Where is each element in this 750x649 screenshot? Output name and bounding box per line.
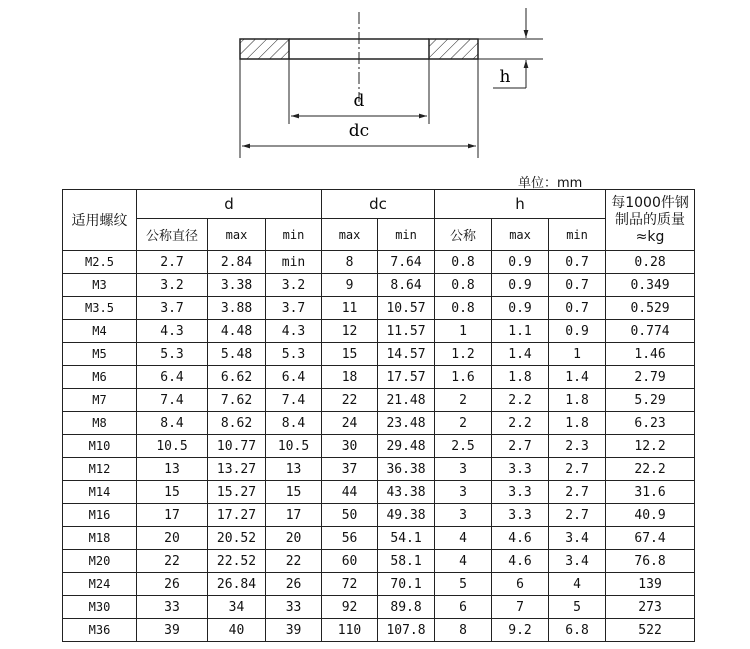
cell-h-min: 2.7	[549, 481, 606, 504]
cell-dc-min: 14.57	[378, 343, 435, 366]
cell-dc-min: 70.1	[378, 573, 435, 596]
cell-d-nominal: 7.4	[137, 389, 208, 412]
cell-spec: M6	[63, 366, 137, 389]
table-row	[63, 550, 695, 573]
cell-h-nominal: 2.5	[435, 435, 492, 458]
cell-dc-max: 110	[322, 619, 378, 642]
cell-mass: 12.2	[606, 435, 695, 458]
cell-d-max: 3.38	[208, 274, 266, 297]
cell-dc-max: 18	[322, 366, 378, 389]
cell-d-nominal: 6.4	[137, 366, 208, 389]
cell-h-max: 0.9	[492, 297, 549, 320]
header-h-nominal: 公称	[435, 219, 492, 251]
cell-d-max: 8.62	[208, 412, 266, 435]
cell-d-min: 6.4	[266, 366, 322, 389]
cell-d-min: 15	[266, 481, 322, 504]
header-dc-min: min	[378, 219, 435, 251]
header-d-min: min	[266, 219, 322, 251]
cell-d-max: 17.27	[208, 504, 266, 527]
cell-d-nominal: 20	[137, 527, 208, 550]
cell-dc-max: 12	[322, 320, 378, 343]
cell-d-max: 20.52	[208, 527, 266, 550]
cell-spec: M3	[63, 274, 137, 297]
cell-d-max: 34	[208, 596, 266, 619]
cell-d-max: 13.27	[208, 458, 266, 481]
cell-spec: M14	[63, 481, 137, 504]
table-row	[63, 343, 695, 366]
header-d-max: max	[208, 219, 266, 251]
cell-d-nominal: 17	[137, 504, 208, 527]
cell-dc-max: 37	[322, 458, 378, 481]
cell-d-max: 6.62	[208, 366, 266, 389]
cell-dc-min: 36.38	[378, 458, 435, 481]
table-row	[63, 251, 695, 274]
label-dc: dc	[348, 121, 370, 141]
table-row	[63, 504, 695, 527]
cell-mass: 5.29	[606, 389, 695, 412]
table-row	[63, 619, 695, 642]
cell-dc-max: 8	[322, 251, 378, 274]
cell-mass: 139	[606, 573, 695, 596]
cell-h-min: 0.7	[549, 274, 606, 297]
cell-d-nominal: 39	[137, 619, 208, 642]
cell-h-nominal: 0.8	[435, 297, 492, 320]
cell-spec: M16	[63, 504, 137, 527]
cell-d-min: 4.3	[266, 320, 322, 343]
header-h-max: max	[492, 219, 549, 251]
cell-h-min: 0.7	[549, 251, 606, 274]
cell-dc-max: 11	[322, 297, 378, 320]
cell-h-nominal: 3	[435, 481, 492, 504]
cell-spec: M24	[63, 573, 137, 596]
cell-h-max: 3.3	[492, 481, 549, 504]
table-row	[63, 320, 695, 343]
cell-dc-max: 56	[322, 527, 378, 550]
cell-d-max: 7.62	[208, 389, 266, 412]
cell-h-max: 7	[492, 596, 549, 619]
cell-d-min: 17	[266, 504, 322, 527]
cell-mass: 31.6	[606, 481, 695, 504]
cell-dc-max: 22	[322, 389, 378, 412]
cell-d-max: 5.48	[208, 343, 266, 366]
cell-h-nominal: 1.6	[435, 366, 492, 389]
cell-d-nominal: 15	[137, 481, 208, 504]
header-h-min: min	[549, 219, 606, 251]
cell-dc-max: 9	[322, 274, 378, 297]
cell-mass: 0.529	[606, 297, 695, 320]
cell-dc-min: 43.38	[378, 481, 435, 504]
cell-d-nominal: 22	[137, 550, 208, 573]
cell-d-nominal: 13	[137, 458, 208, 481]
header-dc: dc	[322, 190, 435, 219]
cell-h-min: 1.8	[549, 412, 606, 435]
label-h: h	[499, 67, 511, 87]
header-d-nominal: 公称直径	[137, 219, 208, 251]
cell-mass: 2.79	[606, 366, 695, 389]
cell-h-max: 1.8	[492, 366, 549, 389]
cell-h-nominal: 3	[435, 504, 492, 527]
cell-h-min: 1.4	[549, 366, 606, 389]
cell-h-nominal: 5	[435, 573, 492, 596]
table-row	[63, 435, 695, 458]
cell-dc-min: 10.57	[378, 297, 435, 320]
cell-spec: M12	[63, 458, 137, 481]
cell-h-min: 5	[549, 596, 606, 619]
cell-spec: M36	[63, 619, 137, 642]
cell-dc-min: 29.48	[378, 435, 435, 458]
cell-d-min: 39	[266, 619, 322, 642]
cell-h-min: 0.7	[549, 297, 606, 320]
cell-h-nominal: 4	[435, 550, 492, 573]
cell-d-min: 3.7	[266, 297, 322, 320]
cell-dc-min: 23.48	[378, 412, 435, 435]
table-body	[63, 251, 695, 642]
cell-d-min: 10.5	[266, 435, 322, 458]
cell-h-min: 0.9	[549, 320, 606, 343]
table-row	[63, 389, 695, 412]
cell-dc-min: 49.38	[378, 504, 435, 527]
cell-h-nominal: 3	[435, 458, 492, 481]
cell-mass: 522	[606, 619, 695, 642]
cell-h-max: 6	[492, 573, 549, 596]
cell-d-min: 7.4	[266, 389, 322, 412]
cell-mass: 40.9	[606, 504, 695, 527]
cell-spec: M30	[63, 596, 137, 619]
cell-h-max: 2.2	[492, 389, 549, 412]
table-row	[63, 297, 695, 320]
cell-h-min: 2.7	[549, 504, 606, 527]
table-row	[63, 274, 695, 297]
cell-mass: 0.28	[606, 251, 695, 274]
cell-spec: M18	[63, 527, 137, 550]
cell-h-max: 0.9	[492, 251, 549, 274]
cell-spec: M7	[63, 389, 137, 412]
cell-dc-min: 58.1	[378, 550, 435, 573]
cell-h-nominal: 6	[435, 596, 492, 619]
cell-dc-max: 92	[322, 596, 378, 619]
header-dc-max: max	[322, 219, 378, 251]
cell-d-min: 3.2	[266, 274, 322, 297]
cell-dc-min: 21.48	[378, 389, 435, 412]
cell-d-min: min	[266, 251, 322, 274]
cell-h-min: 6.8	[549, 619, 606, 642]
table-row	[63, 596, 695, 619]
cell-mass: 0.774	[606, 320, 695, 343]
cell-h-max: 3.3	[492, 458, 549, 481]
cell-dc-max: 60	[322, 550, 378, 573]
cell-h-max: 4.6	[492, 550, 549, 573]
washer-spec-table	[62, 189, 695, 642]
cell-d-nominal: 2.7	[137, 251, 208, 274]
cell-mass: 67.4	[606, 527, 695, 550]
washer-drawing	[0, 0, 750, 190]
cell-d-nominal: 3.2	[137, 274, 208, 297]
cell-d-max: 10.77	[208, 435, 266, 458]
cell-h-min: 3.4	[549, 527, 606, 550]
cell-h-max: 2.7	[492, 435, 549, 458]
cell-d-min: 33	[266, 596, 322, 619]
table-row	[63, 481, 695, 504]
cell-d-max: 2.84	[208, 251, 266, 274]
cell-d-max: 4.48	[208, 320, 266, 343]
cell-h-min: 3.4	[549, 550, 606, 573]
cell-dc-min: 89.8	[378, 596, 435, 619]
cell-h-min: 1.8	[549, 389, 606, 412]
cell-mass: 1.46	[606, 343, 695, 366]
cell-d-nominal: 5.3	[137, 343, 208, 366]
table-row	[63, 366, 695, 389]
header-d: d	[137, 190, 322, 219]
cell-d-nominal: 4.3	[137, 320, 208, 343]
cell-d-max: 3.88	[208, 297, 266, 320]
cell-spec: M8	[63, 412, 137, 435]
cell-h-nominal: 0.8	[435, 251, 492, 274]
table-row	[63, 573, 695, 596]
cell-d-nominal: 26	[137, 573, 208, 596]
header-mass: 每1000件钢制品的质量≈kg	[606, 190, 695, 251]
cell-dc-max: 44	[322, 481, 378, 504]
cell-spec: M5	[63, 343, 137, 366]
cell-d-max: 22.52	[208, 550, 266, 573]
cell-h-min: 2.7	[549, 458, 606, 481]
cell-h-nominal: 2	[435, 389, 492, 412]
cell-h-min: 1	[549, 343, 606, 366]
cell-h-max: 9.2	[492, 619, 549, 642]
cell-dc-min: 7.64	[378, 251, 435, 274]
cell-d-min: 8.4	[266, 412, 322, 435]
cell-spec: M4	[63, 320, 137, 343]
header-applicable-thread: 适用螺纹	[63, 190, 137, 251]
cell-h-min: 4	[549, 573, 606, 596]
cell-h-nominal: 4	[435, 527, 492, 550]
cell-dc-max: 15	[322, 343, 378, 366]
cell-d-nominal: 33	[137, 596, 208, 619]
cell-h-max: 3.3	[492, 504, 549, 527]
cell-dc-min: 8.64	[378, 274, 435, 297]
cell-h-nominal: 0.8	[435, 274, 492, 297]
cell-d-nominal: 10.5	[137, 435, 208, 458]
table-row	[63, 458, 695, 481]
cell-h-min: 2.3	[549, 435, 606, 458]
cell-h-max: 4.6	[492, 527, 549, 550]
cell-spec: M10	[63, 435, 137, 458]
cell-d-nominal: 8.4	[137, 412, 208, 435]
cell-d-nominal: 3.7	[137, 297, 208, 320]
cell-h-nominal: 1	[435, 320, 492, 343]
cell-h-max: 2.2	[492, 412, 549, 435]
table-row	[63, 527, 695, 550]
cell-mass: 273	[606, 596, 695, 619]
cell-h-nominal: 1.2	[435, 343, 492, 366]
cell-dc-max: 24	[322, 412, 378, 435]
cell-dc-min: 54.1	[378, 527, 435, 550]
cell-h-max: 1.4	[492, 343, 549, 366]
cell-spec: M3.5	[63, 297, 137, 320]
cell-mass: 22.2	[606, 458, 695, 481]
cell-mass: 76.8	[606, 550, 695, 573]
table-row	[63, 412, 695, 435]
cell-h-max: 1.1	[492, 320, 549, 343]
washer-section-left	[240, 39, 289, 59]
cell-d-max: 40	[208, 619, 266, 642]
cell-dc-min: 17.57	[378, 366, 435, 389]
cell-h-nominal: 2	[435, 412, 492, 435]
cell-d-min: 26	[266, 573, 322, 596]
cell-dc-max: 72	[322, 573, 378, 596]
cell-d-max: 26.84	[208, 573, 266, 596]
cell-spec: M20	[63, 550, 137, 573]
washer-section-right	[429, 39, 478, 59]
cell-mass: 0.349	[606, 274, 695, 297]
cell-h-max: 0.9	[492, 274, 549, 297]
cell-h-nominal: 8	[435, 619, 492, 642]
cell-dc-max: 50	[322, 504, 378, 527]
cell-d-max: 15.27	[208, 481, 266, 504]
cell-dc-min: 11.57	[378, 320, 435, 343]
cell-spec: M2.5	[63, 251, 137, 274]
label-d: d	[353, 91, 365, 111]
cell-mass: 6.23	[606, 412, 695, 435]
cell-d-min: 13	[266, 458, 322, 481]
unit-label: 单位：mm	[518, 176, 583, 191]
cell-dc-max: 30	[322, 435, 378, 458]
header-h: h	[435, 190, 606, 219]
cell-dc-min: 107.8	[378, 619, 435, 642]
cell-d-min: 20	[266, 527, 322, 550]
cell-d-min: 5.3	[266, 343, 322, 366]
cell-d-min: 22	[266, 550, 322, 573]
